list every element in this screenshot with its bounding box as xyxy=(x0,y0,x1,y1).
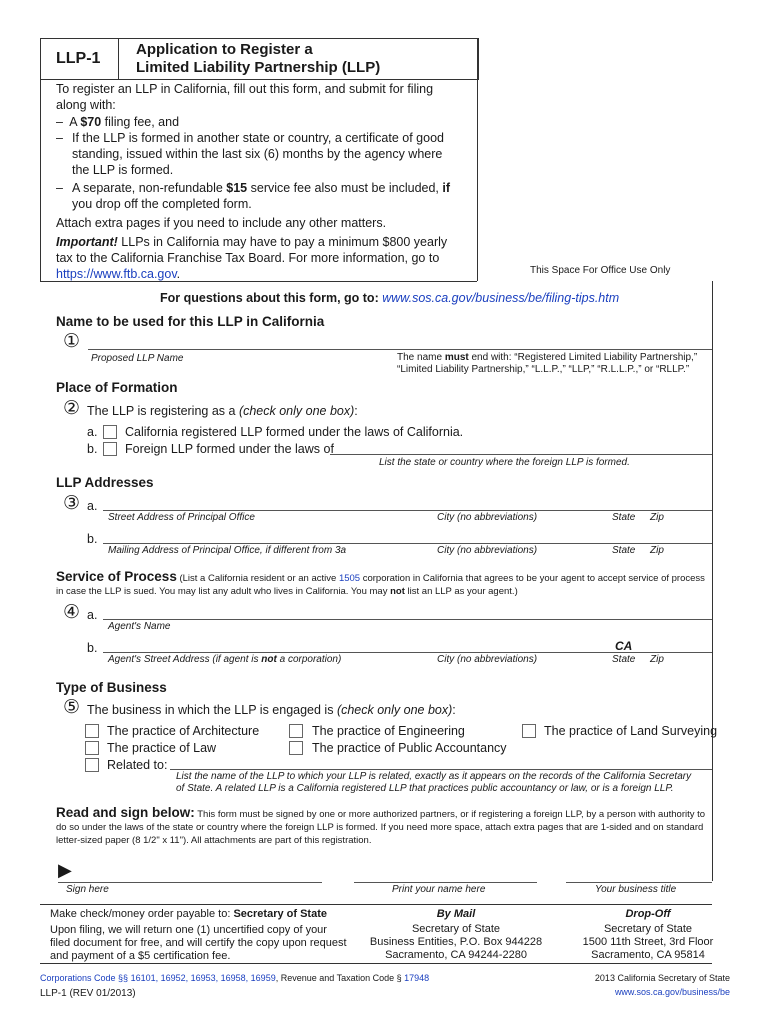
item-2-marker: ② xyxy=(63,397,81,419)
item-1-marker: ① xyxy=(63,330,81,352)
code-1505-link[interactable]: 1505 xyxy=(338,573,361,584)
agent-zip-caption: Zip xyxy=(650,654,664,665)
formation-b-checkbox[interactable] xyxy=(103,442,117,456)
questions-line: For questions about this form, go to: www.sos.ca.gov/business/be/filing-tips.htm xyxy=(160,291,620,305)
sign-here-caption: Sign here xyxy=(66,884,109,895)
related-caption: List the name of the LLP to which your LLP is related, exactly as it appears on the records of the California Secretary of State. A related LLP is a California registered LLP that practices public accountancy or law, or is a foreign LLP. xyxy=(176,771,692,794)
attach-note: Attach extra pages if you need to include any other matters. xyxy=(56,216,387,230)
foreign-jurisdiction-caption: List the state or country where the foreign LLP is formed. xyxy=(379,457,630,468)
header-divider xyxy=(118,38,119,79)
formation-b-label: Foreign LLP formed under the laws of xyxy=(125,442,334,456)
intro-paragraph: To register an LLP in California, fill out this form, and submit for filing along with: xyxy=(56,82,434,112)
section-sign-heading: Read and sign below: xyxy=(56,805,195,820)
mailing-city-caption: City (no abbreviations) xyxy=(437,545,538,556)
mailing-zip-caption: Zip xyxy=(650,545,664,556)
agent-state-caption: State xyxy=(612,654,636,665)
agent-b-letter: b. xyxy=(87,641,98,655)
important-note: Important! LLPs in California may have to pay a minimum $800 yearly tax to the California Franchise Tax Board. For more information, go to https://www.ftb.ca.gov. xyxy=(56,235,448,281)
business-intro: The business in which the LLP is engaged is (check only one box): xyxy=(87,703,456,717)
formation-a-checkbox[interactable] xyxy=(103,425,117,439)
related-label: Related to: xyxy=(107,758,168,772)
principal-zip-caption: Zip xyxy=(650,512,664,523)
business-title-input[interactable] xyxy=(566,882,712,883)
payment-info: Make check/money order payable to: Secretary of State Upon filing, we will return one (1) uncertified copy of your filed document for free, and will certify the copy upon request and payment of a $5 certification fee. xyxy=(50,908,347,962)
item-3-marker: ③ xyxy=(63,492,81,514)
agent-city-caption: City (no abbreviations) xyxy=(437,654,538,665)
item-5-marker: ⑤ xyxy=(63,696,81,718)
copyright: 2013 California Secretary of State xyxy=(594,973,730,983)
formation-intro: The LLP is registering as a (check only one box): xyxy=(87,404,358,418)
agent-address-caption: Agent's Street Address (if agent is not a corporation) xyxy=(108,654,342,665)
agent-name-input[interactable] xyxy=(103,619,712,620)
bullet-service-fee: – A separate, non-refundable $15 service fee also must be included, if you drop off the completed form. xyxy=(56,181,451,211)
law-checkbox[interactable] xyxy=(85,741,99,755)
agent-name-caption: Agent's Name xyxy=(108,621,171,632)
llp-name-note: The name must end with: “Registered Limited Liability Partnership,” “Limited Liability Partnership,” “L.L.P.,” “LLP,” “R.L.L.P.,” or “RLLP.” xyxy=(397,352,698,375)
section-business-heading: Type of Business xyxy=(56,680,167,695)
mail-address: By Mail Secretary of State Business Entities, P.O. Box 944228 Sacramento, CA 94244-2280 xyxy=(369,908,543,961)
mailing-state-caption: State xyxy=(612,545,636,556)
signature-input[interactable] xyxy=(58,882,322,883)
mailing-address-input[interactable] xyxy=(103,543,712,544)
office-use-border xyxy=(477,38,478,281)
item-4-marker: ④ xyxy=(63,601,81,623)
architecture-label: The practice of Architecture xyxy=(107,724,260,738)
architecture-checkbox[interactable] xyxy=(85,724,99,738)
llp-name-caption: Proposed LLP Name xyxy=(91,353,184,364)
address-b-letter: b. xyxy=(87,532,98,546)
form-title-line2: Limited Liability Partnership (LLP) xyxy=(136,59,381,76)
rtc-link[interactable]: 17948 xyxy=(404,973,430,983)
section-name-heading: Name to be used for this LLP in California xyxy=(56,314,325,329)
printed-name-input[interactable] xyxy=(354,882,537,883)
engineering-label: The practice of Engineering xyxy=(312,724,465,738)
agent-a-letter: a. xyxy=(87,608,98,622)
sign-arrow-icon: ▶ xyxy=(58,860,72,881)
formation-a-letter: a. xyxy=(87,425,98,439)
service-of-process-block: Service of Process (List a California resident or an active 1505 corporation in California that agrees to be your agent to accept service of process in case the LLP is sued. You may list any adult who lives in California. You may not list an LLP as your agent.) xyxy=(56,569,705,597)
section-addresses-heading: LLP Addresses xyxy=(56,475,154,490)
form-revision: LLP-1 (REV 01/2013) xyxy=(40,988,136,999)
ftb-link[interactable]: https://www.ftb.ca.gov xyxy=(56,267,177,281)
section-service-heading: Service of Process xyxy=(56,569,177,584)
principal-state-caption: State xyxy=(612,512,636,523)
formation-a-label: California registered LLP formed under the laws of California. xyxy=(125,425,464,439)
agent-address-input[interactable] xyxy=(103,652,712,653)
left-border xyxy=(40,78,41,282)
bullet-fee: – A $70 filing fee, and xyxy=(56,115,180,129)
code-citations: Corporations Code §§ 16101, 16952, 16953, 16958, 16959, Revenue and Taxation Code § 17948 xyxy=(40,973,430,983)
business-title-caption: Your business title xyxy=(595,884,677,895)
print-name-caption: Print your name here xyxy=(392,884,486,895)
surveying-checkbox[interactable] xyxy=(522,724,536,738)
section-formation-heading: Place of Formation xyxy=(56,380,178,395)
office-use-label: This Space For Office Use Only xyxy=(530,265,671,276)
filing-tips-link[interactable]: www.sos.ca.gov/business/be/filing-tips.htm xyxy=(382,291,620,305)
intro-block xyxy=(56,81,456,282)
surveying-label: The practice of Land Surveying xyxy=(544,724,718,738)
foreign-jurisdiction-input[interactable] xyxy=(330,454,712,455)
form-id: LLP-1 xyxy=(56,50,101,67)
mailing-address-caption: Mailing Address of Principal Office, if different from 3a xyxy=(108,545,347,556)
llp-name-input[interactable] xyxy=(88,349,712,350)
related-llp-input[interactable] xyxy=(170,769,712,770)
dropoff-address: Drop-Off Secretary of State 1500 11th Street, 3rd Floor Sacramento, CA 95814 xyxy=(582,908,714,961)
bullet-certificate: – If the LLP is formed in another state or country, a certificate of good standing, issued within the last six (6) months by the agency where the LLP is formed. xyxy=(56,131,444,177)
address-a-letter: a. xyxy=(87,499,98,513)
agent-state-value: CA xyxy=(615,639,633,653)
formation-b-letter: b. xyxy=(87,442,98,456)
form-title-line1: Application to Register a xyxy=(136,41,313,58)
principal-office-address-input[interactable] xyxy=(103,510,712,511)
accountancy-checkbox[interactable] xyxy=(289,741,303,755)
corporations-code-link[interactable]: Corporations Code §§ 16101, 16952, 16953, 16958, 16959 xyxy=(40,973,276,983)
principal-address-caption: Street Address of Principal Office xyxy=(108,512,255,523)
related-checkbox[interactable] xyxy=(85,758,99,772)
law-label: The practice of Law xyxy=(107,741,217,755)
accountancy-label: The practice of Public Accountancy xyxy=(312,741,507,755)
sign-block: Read and sign below: This form must be signed by one or more authorized partners, or if registering a foreign LLP, by a person with authority to do so under the laws of the state or country where the foreign LLP is formed. If you need more space, attach extra pages that are 1-sided and on standard letter-sized paper (8 1/2" x 11"). All attachments are part of this registration. xyxy=(56,805,706,846)
sos-website-link[interactable]: www.sos.ca.gov/business/be xyxy=(614,987,730,997)
principal-city-caption: City (no abbreviations) xyxy=(437,512,538,523)
engineering-checkbox[interactable] xyxy=(289,724,303,738)
